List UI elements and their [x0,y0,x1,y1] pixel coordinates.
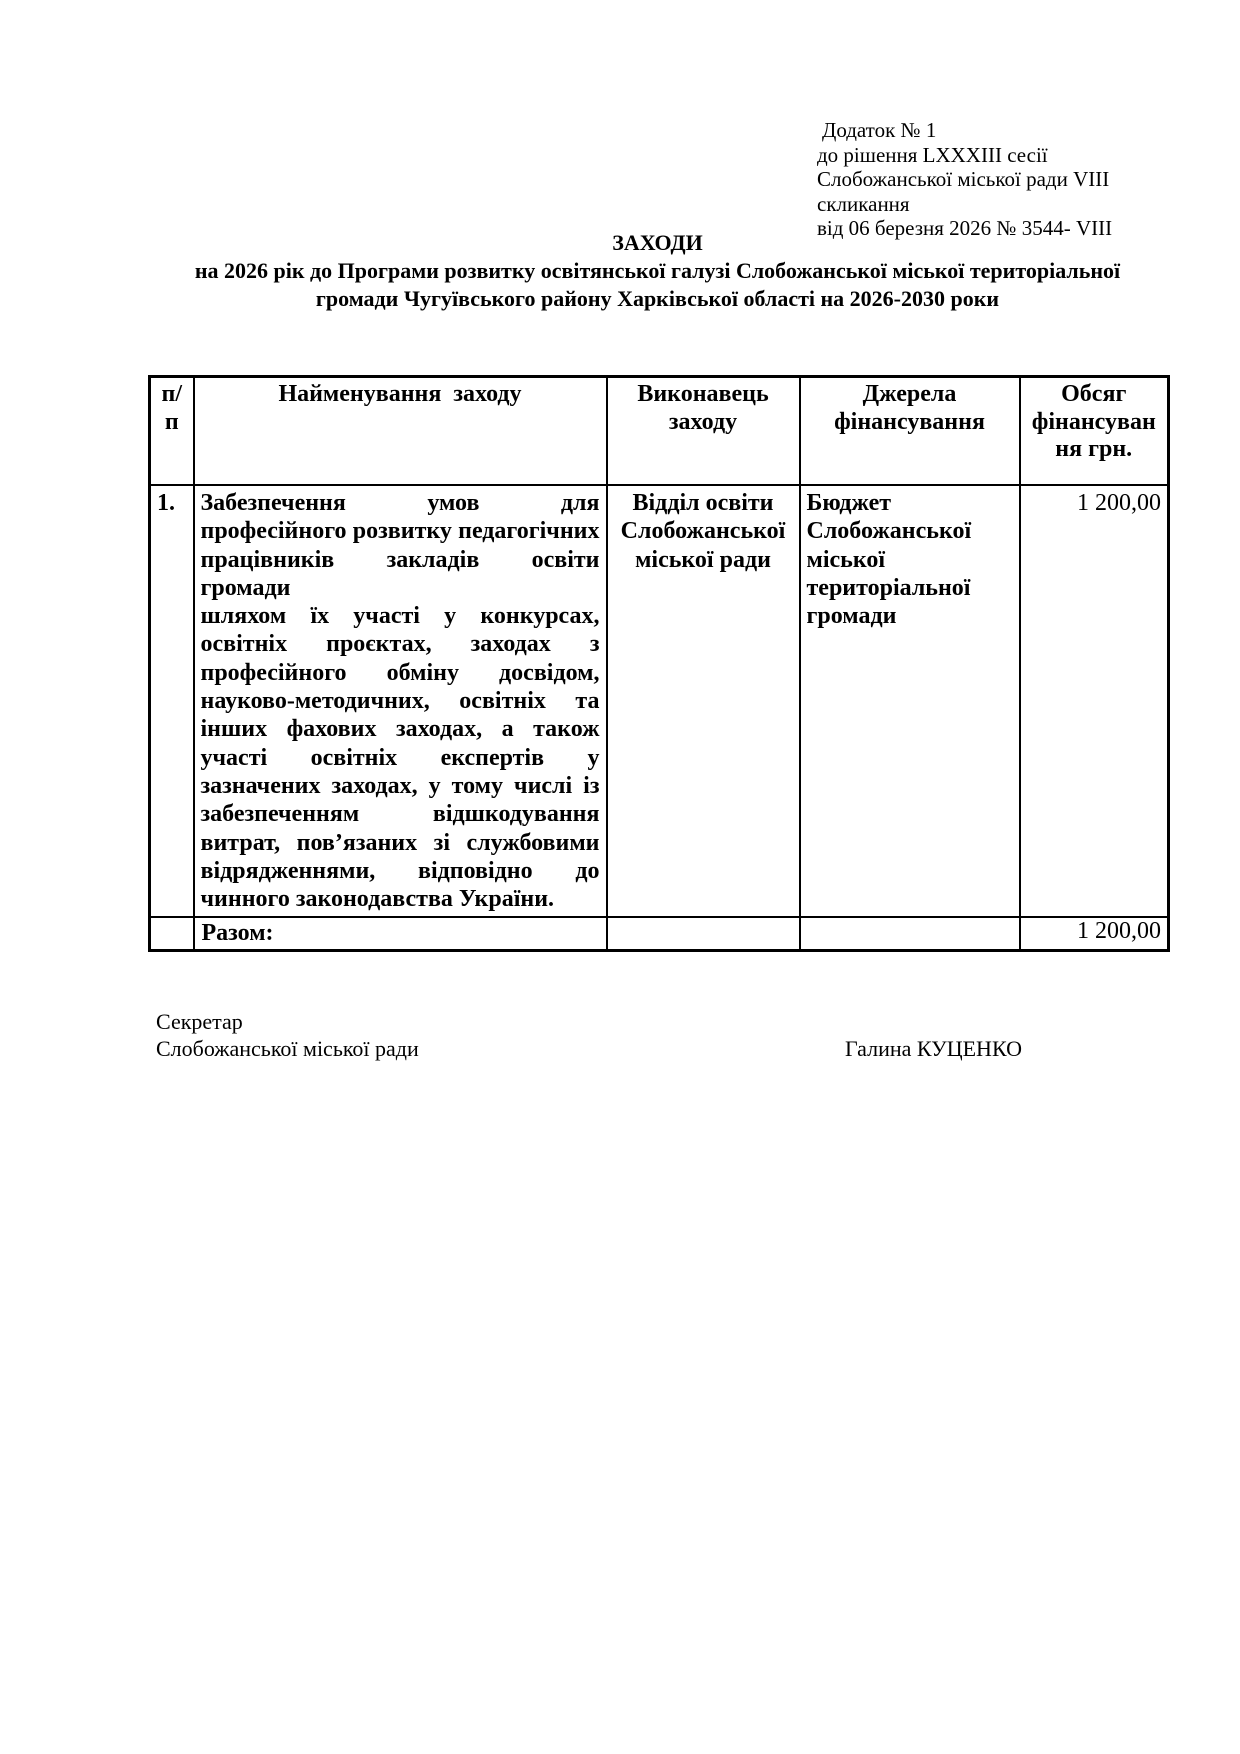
document-title [95,229,1220,313]
text-line: професійного розвитку педагогічних [200,518,600,545]
text-line: зазначених заходах, у тому числі із [200,772,600,799]
row-number: 1. [150,485,194,917]
col-header-amount [1020,377,1169,486]
measure-executor [607,485,800,917]
text-line: чинного законодавства України. [200,886,555,913]
text-line: міської ради [635,546,771,573]
funding-source [800,485,1020,917]
text-line: освітніх проєктах, заходах з [200,631,600,658]
text-line: участі освітніх експертів у [200,744,600,771]
secretary-title-line2: Слобожанської міської ради [156,1036,419,1061]
table-header-row [150,377,1169,486]
col-header-name: Найменування заходу [194,377,607,486]
text-line: професійного обміну досвідом, [200,659,600,686]
text-line: Слобожанської [806,518,972,545]
table-row [150,485,1169,917]
text-line: п [164,408,179,435]
text-line: фінансування [834,408,985,435]
text-line: науково-методичних, освітніх та [200,688,600,715]
text-line: витрат, пов’язаних зі службовими [200,829,600,856]
text-line: Виконавець [637,381,769,407]
empty-cell [150,917,194,951]
title-sub-line2: громади Чугуївського району Харківської області на 2026-2030 роки [315,286,1000,311]
funding-amount: 1 200,00 [1020,485,1169,917]
text-line: фінансуван [1031,408,1156,435]
col-header-source [800,377,1020,486]
title-main: ЗАХОДИ [612,230,703,255]
secretary-name: Галина КУЦЕНКО [845,1036,1022,1061]
text-line: Слобожанської міської ради VIII [817,167,1110,191]
measure-name [194,485,607,917]
text-line: п/ [161,381,182,407]
text-line: Забезпечення умов для [200,490,600,516]
empty-cell [607,917,800,951]
text-line: територіальної [806,574,971,601]
annex-reference-block [817,118,1147,241]
text-line: працівників закладів освіти громади [200,546,600,601]
text-line: заходу [668,408,738,435]
text-line: відрядженнями, відповідно до [200,857,600,884]
text-line: скликання [817,191,910,216]
total-label: Разом: [194,917,607,951]
text-line: інших фахових заходах, а також [200,716,600,743]
text-line: Слобожанської [620,518,786,545]
text-line: шляхом їх участі у конкурсах, [200,603,600,630]
signature-block [156,1008,419,1062]
text-line: Відділ освіти [632,490,774,516]
empty-cell [800,917,1020,951]
text-line: громади [806,603,897,630]
text-line: Обсяг [1061,381,1127,407]
text-line: ня грн. [1055,436,1133,462]
text-line: Джерела [862,381,957,407]
title-sub-line1: на 2026 рік до Програми розвитку освітянської галузі Слобожанської міської територіальної [194,258,1121,283]
col-header-num [150,377,194,486]
text-line: міської [806,546,886,573]
col-header-executor [607,377,800,486]
total-row [150,917,1169,951]
text-line: Додаток № 1 [822,118,937,142]
total-amount: 1 200,00 [1020,917,1169,951]
secretary-title-line1: Секретар [156,1009,243,1034]
text-line: до рішення LXXXIII сесії [817,142,1048,167]
measures-table [148,375,1170,952]
text-line: Бюджет [806,490,892,516]
text-line: від 06 березня 2026 № 3544- VIII [817,216,1113,240]
text-line: забезпеченням відшкодування [200,801,600,828]
